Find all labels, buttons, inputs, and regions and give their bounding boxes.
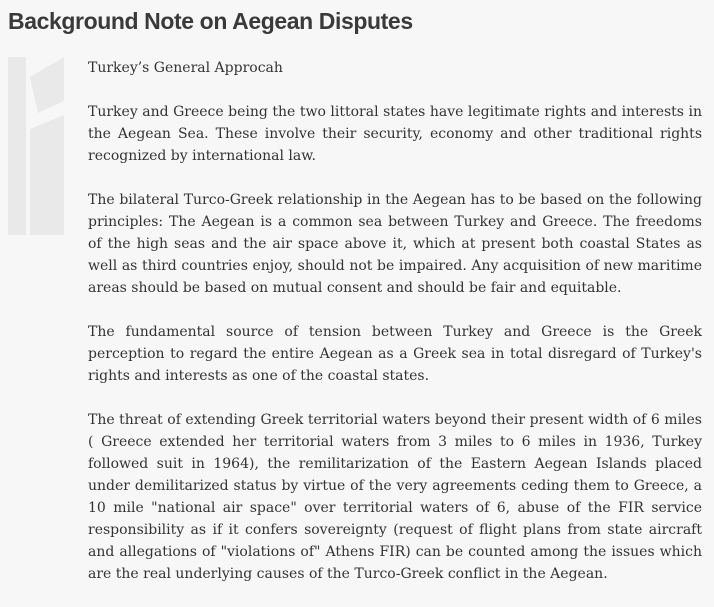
- paragraph-bilateral-principles: The bilateral Turco-Greek relationship in the Aegean has to be based on the following principles: The Aegean is a common sea between Turkey and Greece. The freedoms of the high seas and the air space above it, which at present both coastal States as well as third countries enjoy, should not be impaired. Any acquisition of new maritime areas should be based on mutual consent and should be fair and equitable.: [88, 192, 702, 296]
- paragraph-littoral-states: Turkey and Greece being the two littoral states have legitimate rights and interests in the Aegean Sea. These involve their security, economy and other traditional rights recognized by international law.: [88, 104, 702, 164]
- article-subheading: Turkey’s General Approcah: [88, 60, 283, 76]
- page-title: Background Note on Aegean Disputes: [8, 8, 413, 34]
- stylized-i-watermark-icon: [8, 57, 64, 235]
- article-body: [88, 57, 702, 607]
- paragraph-underlying-causes: The threat of extending Greek territorial waters beyond their present width of 6 miles ( Greece extended her territorial waters from 3 miles to 6 miles in 1936, Turkey followed suit in 1964), the remilitarization of the Eastern Aegean Islands placed under demilitarized status by virtue of the very agreements ceding them to Greece, a 10 mile "national air space" over territorial waters of 6, abuse of the FIR service responsibility as if it confers sovereignty (request of flight plans from state aircraft and allegations of "violations of" Athens FIR) can be counted among the issues which are the real underlying causes of the Turco-Greek conflict in the Aegean.: [88, 412, 702, 582]
- paragraph-source-of-tension: The fundamental source of tension between Turkey and Greece is the Greek perception to regard the entire Aegean as a Greek sea in total disregard of Turkey's rights and interests as one of the coastal states.: [88, 324, 702, 384]
